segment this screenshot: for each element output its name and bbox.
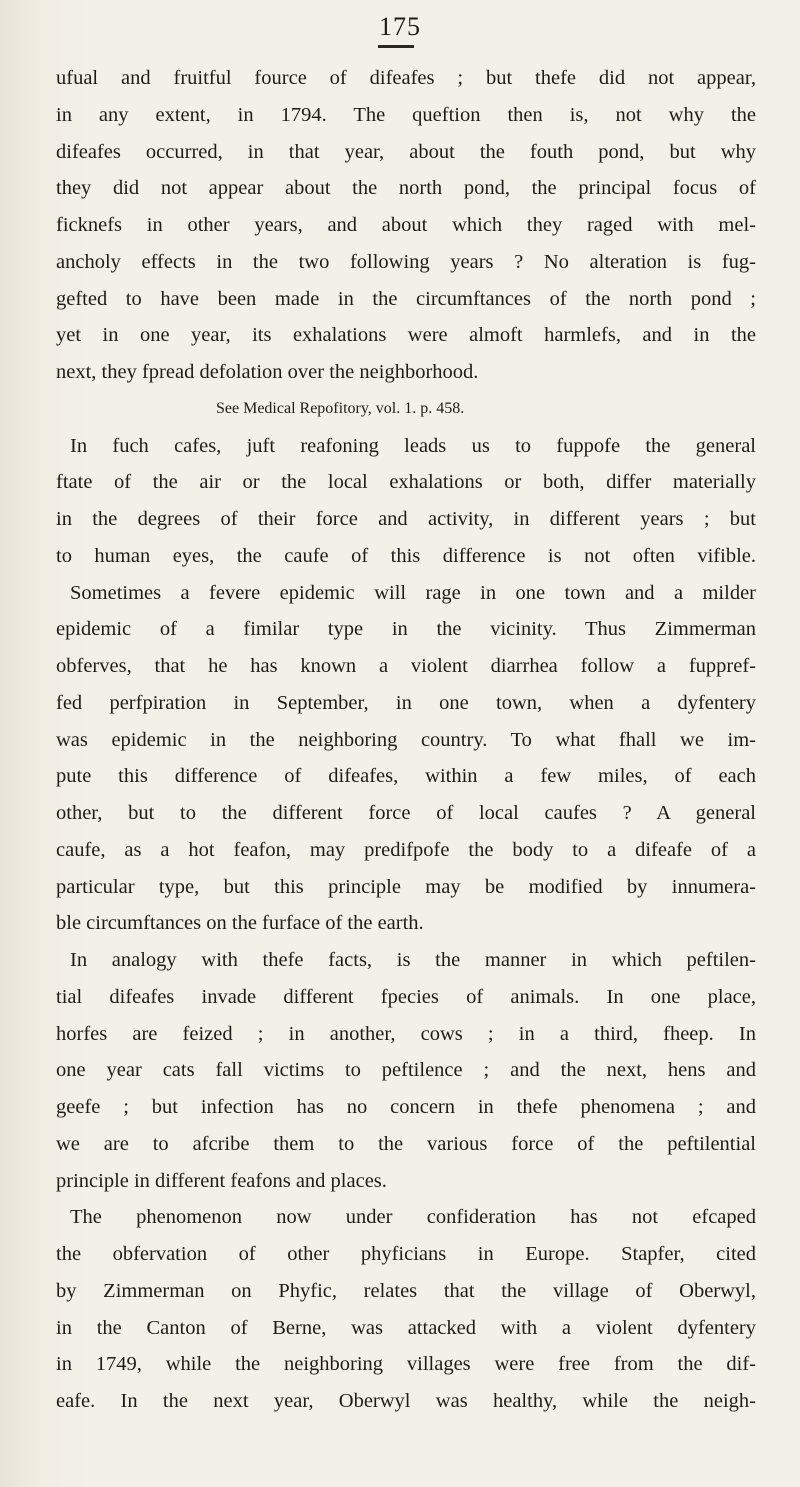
text-line: the obfervation of other phyficians in Europe. Stapfer, cited xyxy=(56,1243,756,1265)
text-line: to human eyes, the caufe of this difference is not often vifible. xyxy=(56,544,756,567)
text-line: in the Canton of Berne, was attacked with a violent dyfentery xyxy=(56,1316,756,1339)
text-line: ficknefs in other years, and about which they raged with mel- xyxy=(56,214,756,236)
text-line: difeafes occurred, in that year, about the fouth pond, but why xyxy=(56,140,756,163)
text-line: In fuch cafes, juft reafoning leads us to fuppofe the general xyxy=(70,434,756,457)
page-number-rule xyxy=(378,45,414,48)
text-line: In analogy with thefe facts, is the manner in which peftilen- xyxy=(70,949,756,971)
text-line: tial difeafes invade different fpecies of animals. In one place, xyxy=(56,985,756,1008)
text-line: horfes are feized ; in another, cows ; in a third, fheep. In xyxy=(56,1022,756,1045)
text-line: principle in different feafons and places. xyxy=(56,1169,387,1192)
text-line: Sometimes a fevere epidemic will rage in one town and a milder xyxy=(70,581,756,604)
text-line: in 1749, while the neighboring villages were free from the dif- xyxy=(56,1353,756,1376)
citation-line: See Medical Repofitory, vol. 1. p. 458. xyxy=(216,399,465,417)
text-line: eafe. In the next year, Oberwyl was healthy, while the neigh- xyxy=(56,1390,756,1412)
text-line: ble circumftances on the furface of the earth. xyxy=(56,912,424,935)
text-line: caufe, as a hot feafon, may predifpofe the body to a difeafe of a xyxy=(56,838,756,861)
text-line: one year cats fall victims to peftilence ; and the next, hens and xyxy=(56,1059,756,1082)
text-line: in the degrees of their force and activity, in different years ; but xyxy=(56,508,756,530)
body-text xyxy=(56,60,756,1420)
text-line: by Zimmerman on Phyfic, relates that the village of Oberwyl, xyxy=(56,1279,756,1302)
text-line: other, but to the different force of local caufes ? A general xyxy=(56,802,756,824)
text-line: was epidemic in the neighboring country. To what fhall we im- xyxy=(56,728,756,751)
text-line: in any extent, in 1794. The queftion then is, not why the xyxy=(56,103,756,126)
page-number: 175 xyxy=(379,12,421,41)
text-line: epidemic of a fimilar type in the vicinity. Thus Zimmerman xyxy=(56,618,756,641)
text-line: fed perfpiration in September, in one town, when a dyfentery xyxy=(56,691,756,714)
text-line: pute this difference of difeafes, within a few miles, of each xyxy=(56,765,756,788)
text-line: The phenomenon now under confideration has not efcaped xyxy=(70,1206,756,1229)
text-line: next, they fpread defolation over the neighborhood. xyxy=(56,361,479,383)
text-line: yet in one year, its exhalations were almoft harmlefs, and in the xyxy=(56,324,756,347)
text-line: geefe ; but infection has no concern in thefe phenomena ; and xyxy=(56,1096,756,1118)
text-line: obferves, that he has known a violent diarrhea follow a fuppref- xyxy=(56,655,756,677)
text-line: we are to afcribe them to the various force of the peftilential xyxy=(56,1132,756,1155)
text-line: gefted to have been made in the circumftances of the north pond ; xyxy=(56,287,756,310)
text-line: particular type, but this principle may be modified by innumera- xyxy=(56,875,756,898)
text-line: ftate of the air or the local exhalations or both, differ materially xyxy=(56,471,756,494)
text-line: they did not appear about the north pond, the principal focus of xyxy=(56,177,756,200)
text-line: ancholy effects in the two following years ? No alteration is fug- xyxy=(56,250,756,273)
text-line: ufual and fruitful fource of difeafes ; but thefe did not appear, xyxy=(56,67,756,89)
